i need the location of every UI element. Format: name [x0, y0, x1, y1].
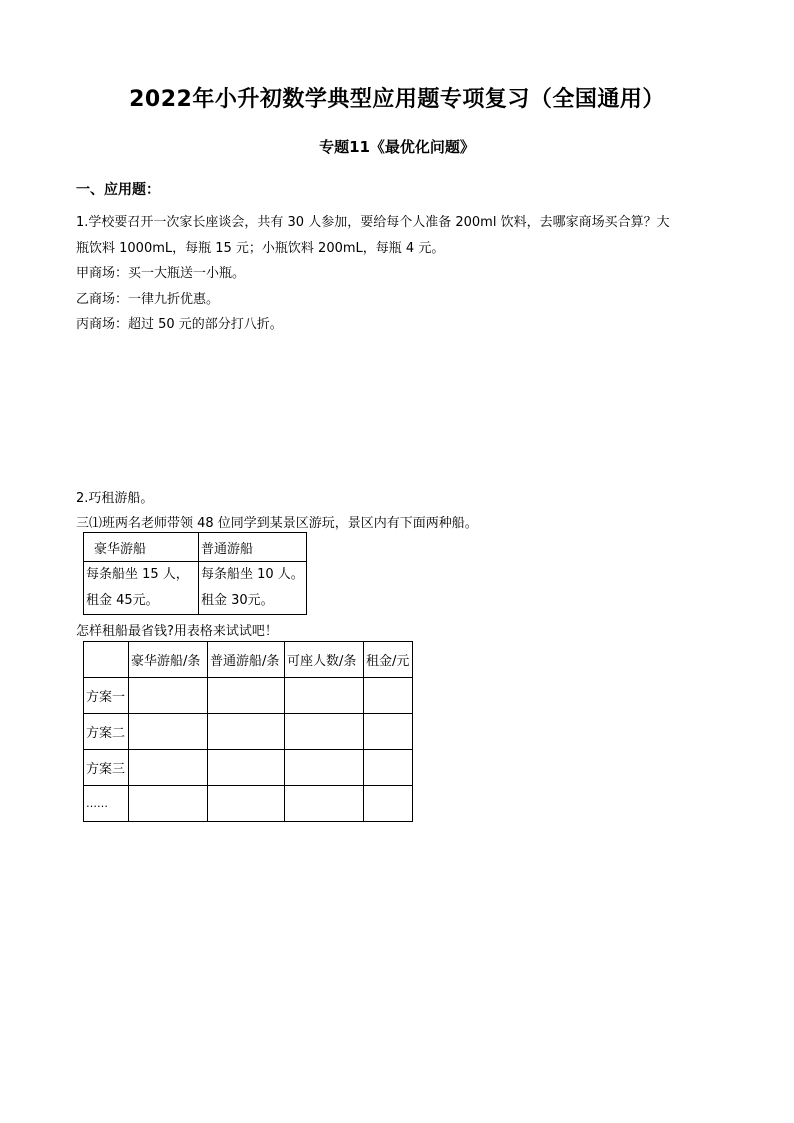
- q2-line-2: 三⑴班两名老师带领 48 位同学到某景区游玩，景区内有下面两种船。: [76, 516, 478, 531]
- q2-line-1: 2.巧租游船。: [76, 491, 154, 506]
- cell-line: 每条船坐 15 人，: [86, 567, 189, 582]
- table-cell: [364, 786, 413, 822]
- document-subtitle: 专题11《最优化问题》: [319, 138, 475, 156]
- table-row: [84, 714, 413, 750]
- document-title: 2022年小升初数学典型应用题专项复习（全国通用）: [129, 87, 665, 112]
- table-cell: [129, 678, 208, 714]
- plan-table: [83, 641, 413, 822]
- row-label: 方案一: [84, 678, 129, 714]
- table-row: [84, 562, 307, 615]
- table-header-cell: 普通游船: [199, 533, 307, 562]
- row-label: ……: [84, 786, 129, 822]
- table-row: [84, 642, 413, 678]
- row-label: 方案二: [84, 714, 129, 750]
- table-cell: [208, 786, 285, 822]
- table-cell: [285, 678, 364, 714]
- row-label: 方案三: [84, 750, 129, 786]
- table-cell: [364, 678, 413, 714]
- table-cell: [364, 714, 413, 750]
- q1-line-2: 瓶饮料 1000mL，每瓶 15 元；小瓶饮料 200mL，每瓶 4 元。: [76, 241, 445, 256]
- cell-line: 租金 30元。: [201, 593, 274, 608]
- cell-line: 每条船坐 10 人。: [201, 567, 304, 582]
- table-cell: [285, 750, 364, 786]
- table-header-cell: 可座人数/条: [285, 642, 364, 678]
- table-cell: [364, 750, 413, 786]
- table-cell: [129, 750, 208, 786]
- table-row: [84, 533, 307, 562]
- table-header-cell: 普通游船/条: [208, 642, 285, 678]
- table-cell: [84, 562, 199, 615]
- table-cell: [208, 714, 285, 750]
- table-row: [84, 678, 413, 714]
- table-cell: [129, 714, 208, 750]
- q1-line-1: 1.学校要召开一次家长座谈会，共有 30 人参加，要给每个人准备 200ml 饮料，去哪家商场买合算？大: [76, 215, 670, 230]
- table-row: [84, 750, 413, 786]
- table-header-cell: [84, 642, 129, 678]
- table-header-cell: 豪华游船/条: [129, 642, 208, 678]
- table-cell: [208, 678, 285, 714]
- cell-line: 租金 45元。: [86, 593, 159, 608]
- table-row: [84, 786, 413, 822]
- table-header-cell: 租金/元: [364, 642, 413, 678]
- q2-line-3: 怎样租船最省钱?用表格来试试吧！: [76, 624, 278, 639]
- section-heading: 一、应用题：: [76, 182, 160, 198]
- table-cell: [129, 786, 208, 822]
- boat-info-table: [83, 532, 307, 615]
- q1-line-3: 甲商场：买一大瓶送一小瓶。: [76, 266, 246, 281]
- table-header-cell: 豪华游船: [84, 533, 199, 562]
- table-cell: [199, 562, 307, 615]
- table-cell: [285, 786, 364, 822]
- q1-line-5: 丙商场：超过 50 元的部分打八折。: [76, 317, 283, 332]
- table-cell: [285, 714, 364, 750]
- q1-line-4: 乙商场：一律九折优惠。: [76, 292, 220, 307]
- table-cell: [208, 750, 285, 786]
